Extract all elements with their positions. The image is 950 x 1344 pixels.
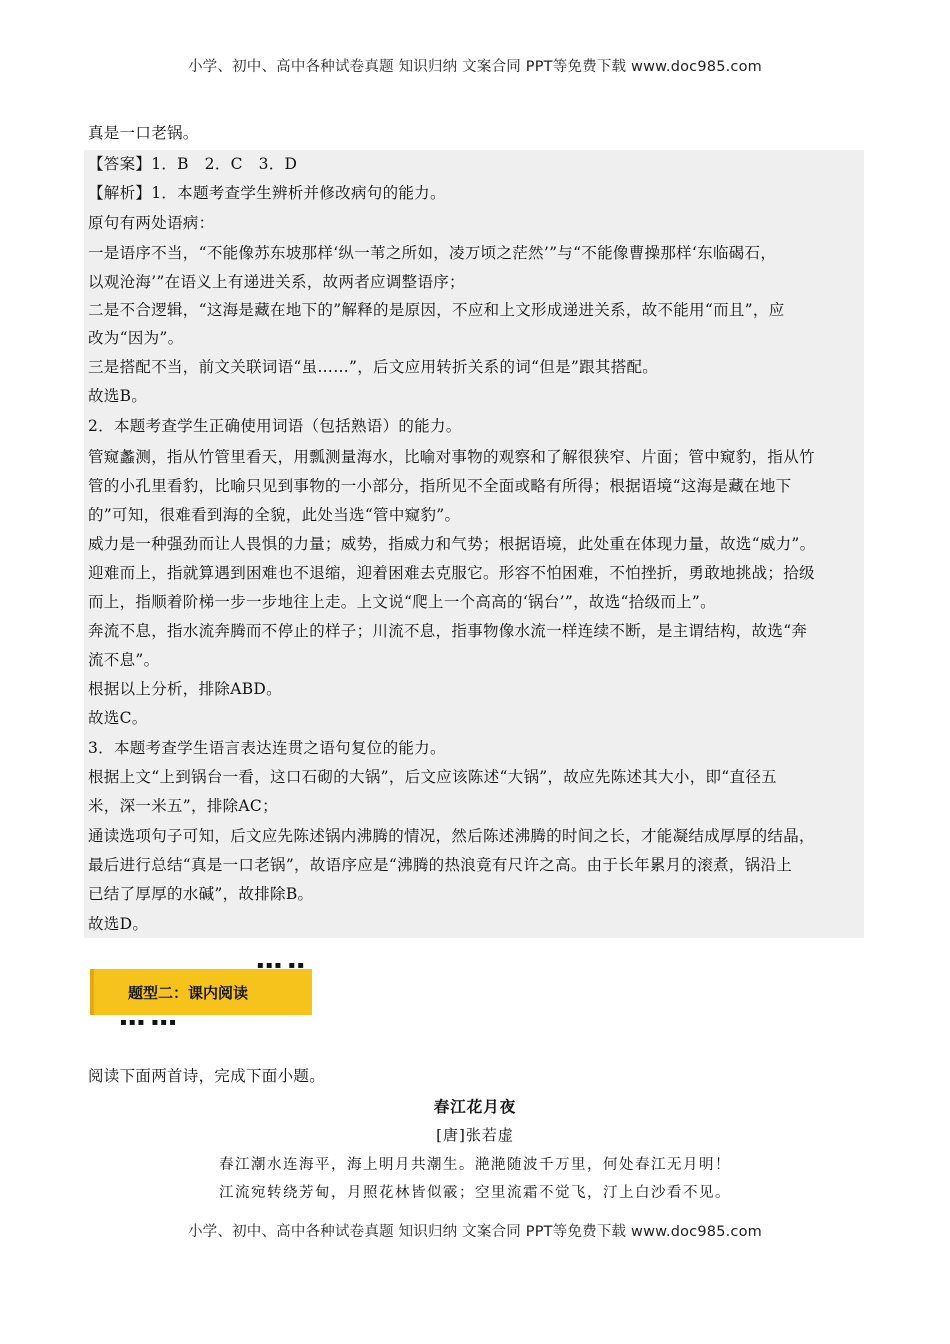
analysis-line: 米，深一米五”，排除AC； [88, 797, 278, 815]
section-banner [90, 960, 312, 1028]
answer-line: 【答案】1．B 2．C 3．D [88, 155, 298, 173]
poem-title: 春江花月夜 [433, 1097, 517, 1116]
analysis-line: 威力是一种强劲而让人畏惧的力量；威势，指威力和气势；根据语境，此处重在体现力量，故选“威力”。 [88, 535, 816, 553]
analysis-line: 改为“因为”。 [88, 329, 184, 347]
analysis-line: 根据以上分析，排除ABD。 [88, 680, 282, 698]
analysis-line: 管的小孔里看豹，比喻只见到事物的一小部分，指所见不全面或略有所得；根据语境“这海是藏在地下 [88, 477, 792, 495]
analysis-line: 一是语序不当，“不能像苏东坡那样‘纵一苇之所如，凌万顷之茫然’”与“不能像曹操那样‘东临碣石， [88, 244, 777, 262]
analysis-line: 以观沧海’”在语义上有递进关系，故两者应调整语序； [88, 273, 465, 291]
page-footer: 小学、初中、高中各种试卷真题 知识归纳 文案合同 PPT等免费下载 www.doc985.com [187, 1224, 763, 1240]
section-title: 题型二：课内阅读 [128, 984, 249, 1002]
analysis-line: 流不息”。 [88, 651, 160, 669]
analysis-line: 奔流不息，指水流奔腾而不停止的样子；川流不息，指事物像水流一样连续不断，是主谓结构，故选“奔 [88, 622, 808, 640]
analysis-line: 最后进行总结“真是一口老锅”，故语序应是“沸腾的热浪竟有尺许之高。由于长年累月的滚煮，锅沿上 [88, 856, 793, 874]
analysis-line: 故选D。 [88, 915, 149, 933]
reading-prompt: 阅读下面两首诗，完成下面小题。 [88, 1067, 326, 1085]
analysis-line: 的”可知，很难看到海的全貌，此处当选“管中窥豹”。 [88, 506, 461, 524]
banner-dots-decoration: ▪▪▪ ▪▪ [256, 960, 306, 971]
analysis-line: 通读选项句子可知，后文应先陈述锅内沸腾的情况，然后陈述沸腾的时间之长，才能凝结成厚厚的结晶， [88, 827, 815, 845]
poem-line: 春江潮水连海平，海上明月共潮生。滟滟随波千万里，何处春江无月明！ [219, 1157, 731, 1173]
poem-author: [唐]张若虚 [436, 1126, 514, 1144]
analysis-line: 三是搭配不当，前文关联词语“虽……”，后文应用转折关系的词“但是”跟其搭配。 [88, 358, 659, 376]
page-header: 小学、初中、高中各种试卷真题 知识归纳 文案合同 PPT等免费下载 www.doc985.com [187, 59, 763, 75]
analysis-line: 管窥蠡测，指从竹管里看天，用瓢测量海水，比喻对事物的观察和了解很狭窄、片面；管中窥豹，指从竹 [88, 448, 815, 466]
banner-dots-decoration: ▪▪▪ ▪▪▪ [120, 1017, 178, 1028]
analysis-line: 根据上文“上到锅台一看，这口石砌的大锅”，后文应该陈述“大锅”，故应先陈述其大小，即“直径五 [88, 768, 777, 786]
banner-edge [90, 969, 94, 1015]
analysis-line: 故选B。 [88, 387, 148, 405]
analysis-line: 已结了厚厚的水碱”，故排除B。 [88, 885, 314, 903]
analysis-line: 而上，指顺着阶梯一步一步地往上走。上文说“爬上一个高高的‘锅台’”，故选“拾级而上”。 [88, 593, 716, 611]
analysis-line: 【解析】1．本题考查学生辨析并修改病句的能力。 [88, 184, 446, 202]
analysis-line: 3．本题考查学生语言表达连贯之语句复位的能力。 [88, 739, 446, 757]
analysis-line: 2．本题考查学生正确使用词语（包括熟语）的能力。 [88, 417, 462, 435]
analysis-line: 二是不合逻辑，“这海是藏在地下的”解释的是原因，不应和上文形成递进关系，故不能用“而且”，应 [88, 301, 785, 319]
poem-line: 江流宛转绕芳甸，月照花林皆似霰；空里流霜不觉飞，汀上白沙看不见。 [219, 1185, 731, 1201]
analysis-line: 迎难而上，指就算遇到困难也不退缩，迎着困难去克服它。形容不怕困难，不怕挫折，勇敢地挑战；拾级 [88, 564, 815, 582]
analysis-line: 故选C。 [88, 709, 148, 727]
intro-line: 真是一口老锅。 [88, 124, 199, 142]
analysis-line: 原句有两处语病： [88, 214, 215, 232]
